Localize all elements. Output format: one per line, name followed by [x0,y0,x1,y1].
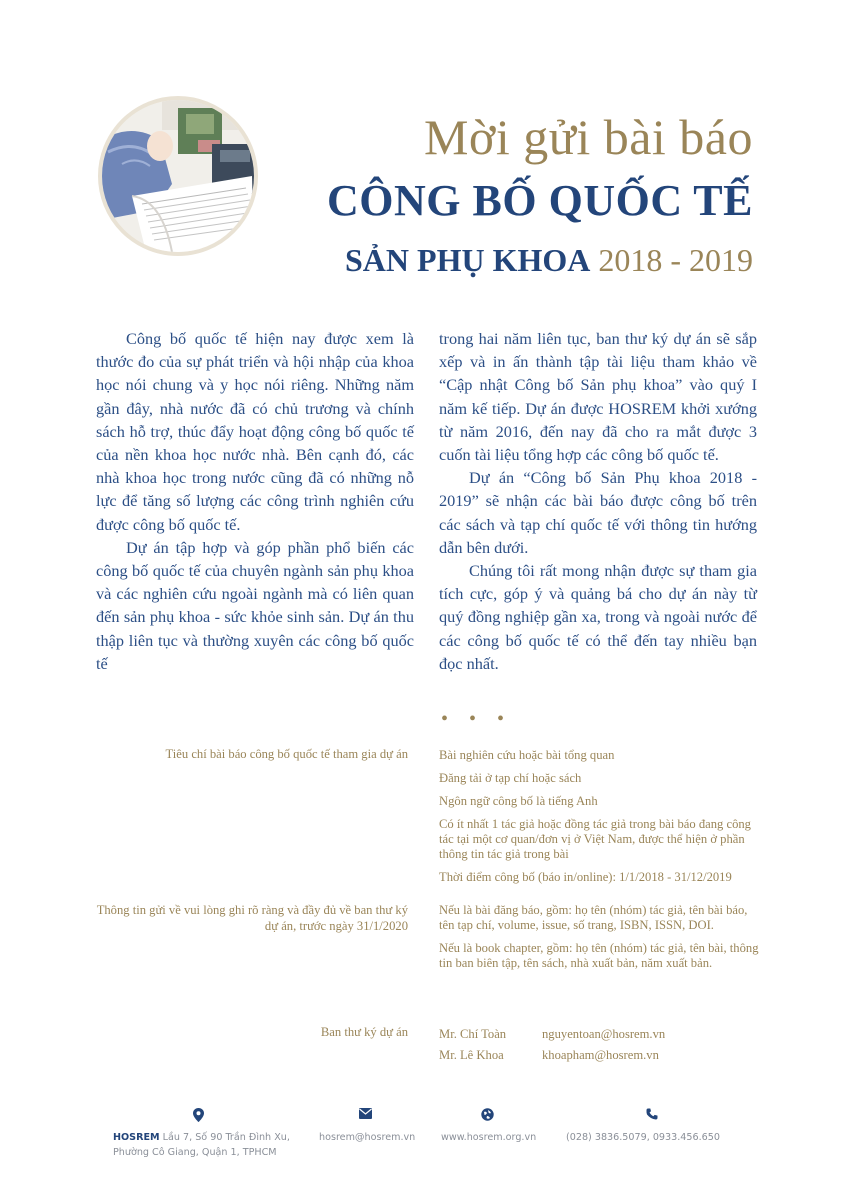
footer-email[interactable]: hosrem@hosrem.vn [319,1132,416,1143]
criteria-label: Tiêu chí bài báo công bố quốc tế tham gia dự án [165,747,408,761]
intro-left-column [96,327,414,675]
criteria-item: Bài nghiên cứu hoặc bài tổng quan [439,748,615,762]
contact-email[interactable]: nguyentoan@hosrem.vn [542,1027,666,1041]
intro-paragraph: Chúng tôi rất mong nhận được sự tham gia tích cực, góp ý và quảng bá cho dự án này từ quý đồng nghiệp gần xa, trong và ngoài nước để các công bố quốc tế có thể đến tay nhiều bạn đọc nhất. [439,561,757,673]
footer-org: HOSREM [113,1132,160,1143]
header-photo [98,96,258,256]
contact-email[interactable]: khoapham@hosrem.vn [542,1048,659,1062]
intro-paragraph: Dự án tập hợp và góp phần phổ biến các công bố quốc tế của chuyên ngành sản phụ khoa và các nghiên cứu ngoài ngành mà có liên quan đến sản phụ khoa - sức khỏe sinh sản. Dự án thu thập liên tục và thường xuyên các công bố quốc tế [96,537,414,673]
intro-paragraph: trong hai năm liên tục, ban thư ký dự án sẽ sắp xếp và in ấn thành tập tài liệu tham khảo về “Cập nhật Công bố Sản phụ khoa” vào quý I năm kế tiếp. Dự án được HOSREM khởi xướng từ năm 2016, đến nay đã cho ra mắt được 3 cuốn tài liệu tổng hợp các công bố quốc tế. [439,329,757,465]
submission-label: Thông tin gửi về vui lòng ghi rõ ràng và đầy đủ về ban thư ký dự án, trước ngày 31/1/2020 [96,903,408,933]
title-years: 2018 - 2019 [598,242,753,278]
footer-phone: (028) 3836.5079, 0933.456.650 [566,1132,720,1143]
title-line-2: CÔNG BỐ QUỐC TẾ [327,176,753,225]
submission-item: Nếu là bài đăng báo, gồm: họ tên (nhóm) tác giả, tên bài báo, tên tạp chí, volume, issue, số trang, ISBN, ISSN, DOI. [439,903,748,932]
criteria-item: Ngôn ngữ công bố là tiếng Anh [439,794,598,808]
intro-paragraph: Công bố quốc tế hiện nay được xem là thước đo của sự phát triển và hội nhập của khoa học nói chung và y học nói riêng. Những năm gần đây, nhà nước đã có chủ trương và chính sách hỗ trợ, thúc đẩy hoạt động công bố quốc tế của nền khoa học nước nhà. Bên cạnh đó, các nhà khoa học trong nước cũng đã có những nỗ lực để tăng số lượng các công trình nghiên cứu được công bố quốc tế. [96,329,414,534]
intro-paragraph: Dự án “Công bố Sản Phụ khoa 2018 - 2019” sẽ nhận các bài báo được công bố trên các sách và tạp chí quốc tế với thông tin hướng dẫn bên dưới. [439,468,757,557]
criteria-list [439,748,761,893]
footer-address-line [113,1130,290,1145]
criteria-item: Có ít nhất 1 tác giả hoặc đồng tác giả trong bài báo đang công tác tại một cơ quan/đơn vị ở Việt Nam, được thể hiện ở phần thông tin tác giả trong bài [439,817,751,861]
envelope-icon [359,1108,372,1123]
footer-website[interactable]: www.hosrem.org.vn [441,1132,537,1143]
footer-address-line1: Lầu 7, Số 90 Trần Đình Xu, [162,1132,290,1143]
phone-icon [646,1108,658,1124]
contact-row [439,1045,761,1066]
footer-address-line2: Phường Cô Giang, Quận 1, TPHCM [113,1147,277,1158]
header-photo-illustration [102,100,254,252]
footer-address [113,1130,290,1160]
contact-name: Mr. Lê Khoa [439,1048,504,1062]
title-specialty: SẢN PHỤ KHOA [345,242,591,278]
secretariat-contacts [439,1024,761,1066]
section-separator: • • • [441,708,513,730]
contact-name: Mr. Chí Toàn [439,1027,507,1041]
intro-right-column [439,327,757,675]
map-pin-icon [193,1108,204,1126]
submission-list [439,903,761,979]
globe-icon [481,1108,494,1125]
title-line-3 [345,242,753,279]
criteria-item: Thời điểm công bố (báo in/online): 1/1/2018 - 31/12/2019 [439,870,732,884]
secretariat-label: Ban thư ký dự án [320,1025,408,1039]
contact-row [439,1024,761,1045]
criteria-item: Đăng tải ở tạp chí hoặc sách [439,771,582,785]
title-line-1: Mời gửi bài báo [423,109,753,165]
submission-item: Nếu là book chapter, gồm: họ tên (nhóm) tác giả, tên bài, thông tin ban biên tập, tên sách, nhà xuất bản, năm xuất bản. [439,941,759,970]
